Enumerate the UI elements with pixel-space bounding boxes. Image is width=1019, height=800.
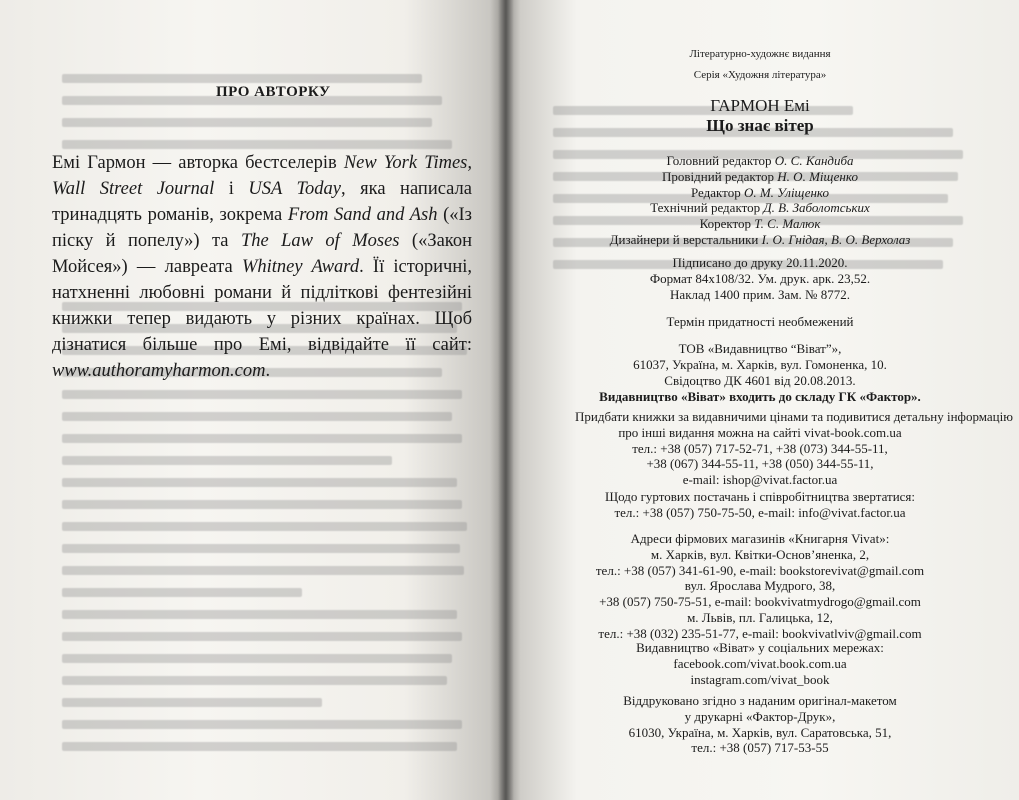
series-text: Серія «Художня література» [693, 69, 827, 81]
book-title: The Law of Moses [240, 231, 400, 251]
credit-person: Т. С. Малюк [754, 216, 821, 232]
para-text: («Закон Мойсея») — лавреата [52, 231, 472, 277]
printer-block [575, 693, 945, 756]
store-line: тел.: +38 (057) 341-61-90, e-mail: bookstorevivat@gmail.com [595, 562, 925, 578]
buy-info-block [575, 409, 1013, 488]
printer-line: 61030, Україна, м. Харків, вул. Саратовська, 51, [628, 724, 892, 740]
print-info-line: Підписано до друку 20.11.2020. [672, 255, 848, 270]
credit-role: Дизайнери й верстальники [609, 231, 762, 247]
store-line: м. Харків, вул. Квітки-Основ’яненка, 2, [650, 546, 870, 562]
social-line: Видавництво «Віват» у соціальних мережах: [636, 640, 884, 655]
buy-info-line: e-mail: ishop@vivat.factor.ua [682, 472, 838, 488]
publisher-block [575, 341, 945, 388]
credit-role: Технічний редактор [650, 200, 764, 216]
print-info-block [575, 255, 945, 302]
buy-info-line: тел.: +38 (057) 717-52-71, +38 (073) 344-55-11, [632, 440, 888, 456]
credit-role: Головний редактор [666, 153, 775, 168]
book-title: Що знає вітер [706, 116, 814, 135]
para-text: , яка написала тринадцять романів, зокрема [52, 179, 472, 225]
credit-role: Редактор [691, 184, 744, 200]
store-line: тел.: +38 (032) 235-51-77, e-mail: bookvivatlviv@gmail.com [598, 625, 922, 641]
publisher-group-line [575, 389, 945, 405]
printer-line: у друкарні «Фактор-Друк», [684, 708, 836, 724]
buy-info-line: +38 (067) 344-55-11, +38 (050) 344-55-11, [646, 456, 874, 472]
publication-name: USA Today [248, 179, 342, 199]
credit-line [575, 232, 945, 248]
para-text: і [214, 179, 249, 199]
book-spine-shadow [498, 0, 514, 800]
credit-role: Коректор [699, 216, 755, 232]
credit-line [575, 169, 945, 185]
wholesale-line: тел.: +38 (057) 750-75-50, e-mail: info@vivat.factor.ua [614, 504, 906, 520]
credit-person: І. О. Гнідая, В. О. Верхолаз [761, 231, 911, 247]
credit-person: Д. В. Заболотських [763, 200, 870, 216]
genre-text: Літературно-художнє видання [689, 48, 831, 60]
author-line [575, 96, 945, 116]
credit-person: О. С. Кандиба [774, 153, 854, 168]
social-line: facebook.com/vivat.book.com.ua [673, 655, 847, 671]
author-website: www.authoramyharmon.com [52, 361, 266, 381]
book-title: From Sand and Ash [287, 205, 438, 225]
credits-block [575, 153, 945, 248]
store-line: +38 (057) 750-75-51, e-mail: bookvivatmydrogo@gmail.com [599, 594, 921, 610]
shelf-life-text: Термін придатності необмежений [666, 314, 854, 329]
credit-line [575, 216, 945, 232]
social-line: instagram.com/vivat_book [690, 671, 830, 687]
title-line [575, 116, 945, 136]
bleed-through-text [62, 68, 462, 156]
credit-person: О. М. Уліщенко [743, 184, 829, 200]
genre-line [575, 47, 945, 63]
buy-info-line: Придбати книжки за видавничими цінами та подивитися детальну інформацію [575, 409, 1013, 424]
award-name: Whitney Award [241, 257, 360, 277]
publisher-line: ТОВ «Видавництво “Віват”», [678, 341, 842, 356]
author-name: ГАРМОН Емі [710, 96, 810, 115]
publisher-line: 61037, Україна, м. Харків, вул. Гомоненка, 10. [633, 356, 887, 372]
about-author-paragraph [52, 150, 472, 384]
series-line [575, 68, 945, 84]
wholesale-block [575, 489, 945, 521]
credit-line [575, 200, 945, 216]
credit-person: Н. О. Міщенко [777, 168, 858, 184]
credit-line [575, 153, 945, 169]
shelf-life-line [575, 314, 945, 330]
credit-role: Провідний редактор [662, 168, 778, 184]
print-info-line: Формат 84x108/32. Ум. друк. арк. 23,52. [649, 270, 871, 286]
credit-line [575, 185, 945, 201]
buy-info-line: про інші видання можна на сайті vivat-book.com.ua [618, 424, 902, 440]
para-text: Емі Гармон — авторка бестселерів [52, 153, 344, 173]
store-line: м. Львів, пл. Галицька, 12, [687, 609, 833, 625]
para-text: . Її історичні, натхненні любовні романи й підліткові фентезійні книжки тепер видають у різних країнах. Щоб дізнатися більше про Емі, відвідайте її сайт: [52, 257, 472, 355]
publication-name: New York Times, Wall Street Journal [52, 153, 473, 199]
store-line: Адреси фірмових магазинів «Книгарня Vivat»: [630, 531, 890, 546]
para-text: («Із піску й попелу») та [52, 205, 472, 251]
wholesale-line: Щодо гуртових постачань і співробітництва звертатися: [604, 489, 916, 504]
publisher-line: Свідоцтво ДК 4601 від 20.08.2013. [664, 372, 856, 388]
stores-block [575, 531, 945, 642]
print-info-line: Наклад 1400 прим. Зам. № 8772. [670, 286, 850, 302]
social-block [575, 640, 945, 687]
publisher-group-text: Видавництво «Віват» входить до складу ГК «Фактор». [599, 389, 921, 404]
printer-line: Віддруковано згідно з наданим оригінал-макетом [623, 693, 897, 708]
store-line: вул. Ярослава Мудрого, 38, [684, 578, 836, 594]
para-text: . [265, 361, 271, 381]
about-author-heading: ПРО АВТОРКУ [216, 84, 331, 100]
printer-line: тел.: +38 (057) 717-53-55 [691, 740, 829, 756]
left-page [0, 0, 505, 800]
